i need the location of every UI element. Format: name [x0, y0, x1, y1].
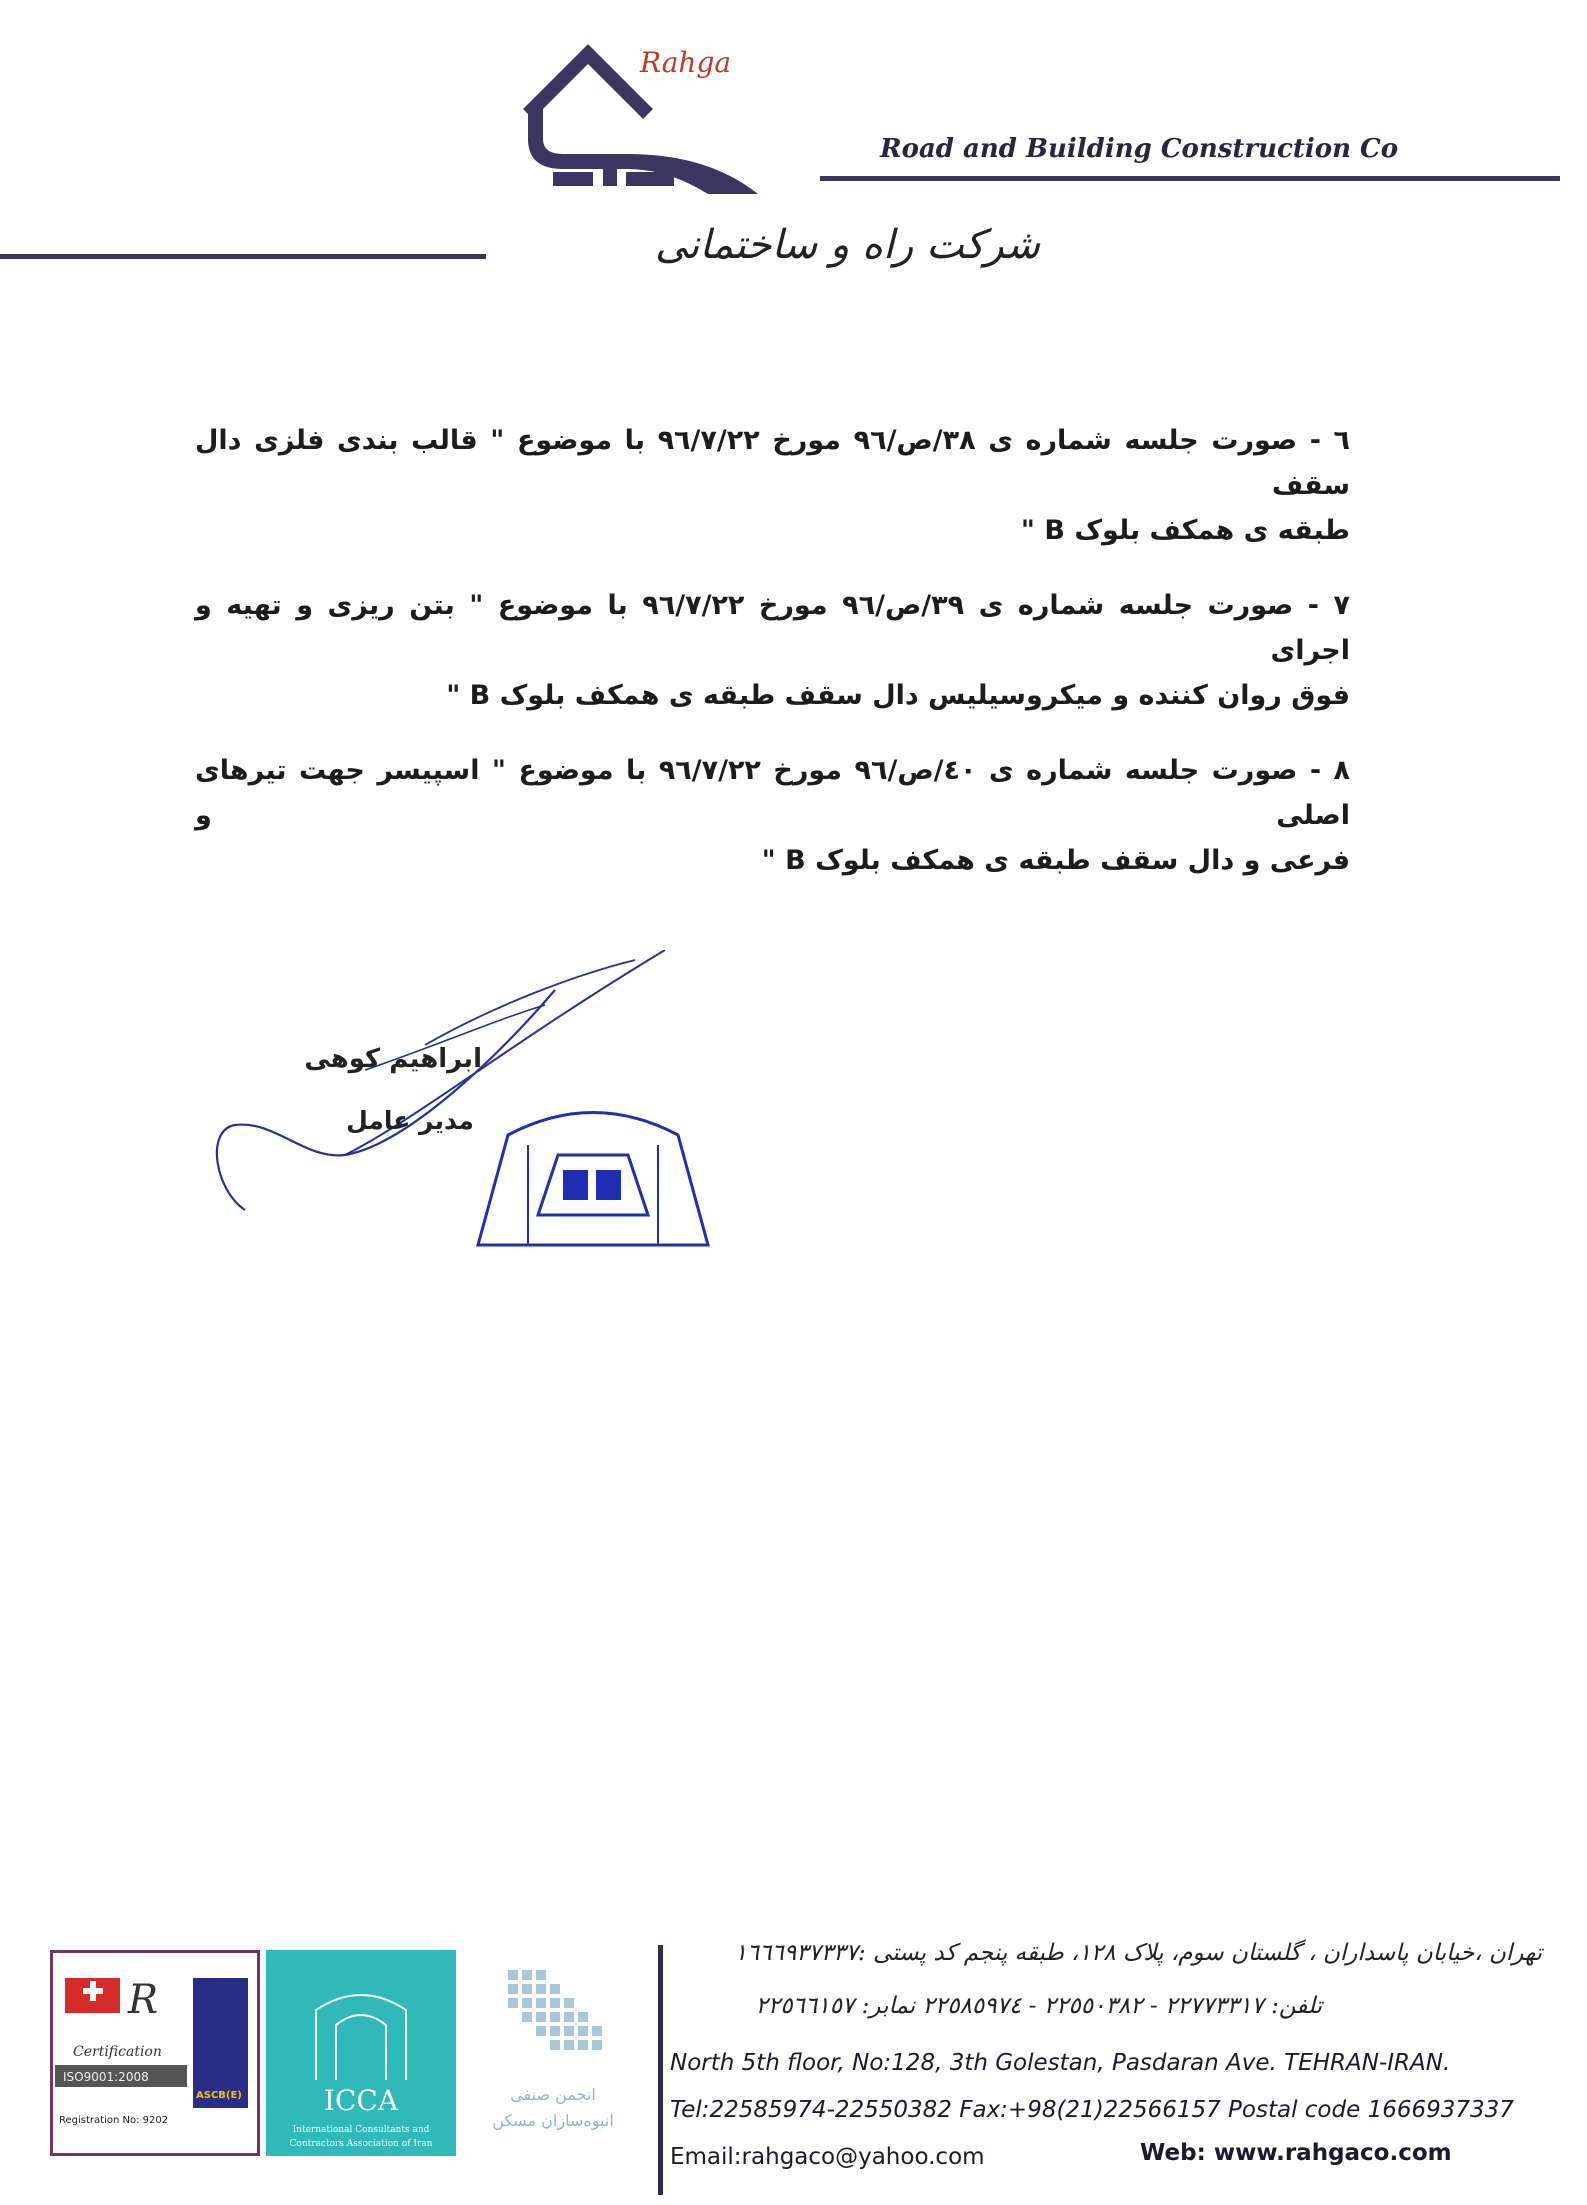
- icca-logo-icon: [266, 1950, 456, 2156]
- signer-name: ابراهیم کوهی: [304, 1044, 482, 1074]
- anjoman-badge: [478, 1950, 628, 2150]
- item-line: طبقه ی همکف بلوک B ": [1020, 515, 1350, 546]
- phone-fa: تلفن: ٢٢٧٧٣٣١٧ - ٢٢٥٥٠٣٨٢ - ٢٢٥٨٥٩٧٤ نمابر: ٢٢٥٦٦١٥٧: [755, 1993, 1322, 2019]
- address-fa: تهران ،خیابان پاسداران ، گلستان سوم، پلاک ١٢٨، طبقه پنجم کد پستی :١٦٦٦٩٣٧٣٣٧: [734, 1940, 1542, 1966]
- header-rule-right: [820, 176, 1560, 181]
- footer-divider: [658, 1945, 663, 2195]
- email-link[interactable]: Email:rahgaco@yahoo.com: [670, 2144, 985, 2170]
- svg-text:Contractors Association of Ira: Contractors Association of Iran: [289, 2139, 433, 2149]
- svg-text:انبوه‌سازان مسکن: انبوه‌سازان مسکن: [492, 2111, 614, 2130]
- list-item: [195, 583, 1350, 718]
- item-line: ٦ - صورت جلسه شماره ی ٣٨/ص/٩٦ مورخ ٩٦/٧/٢٢ با موضوع " قالب بندی فلزی دال سقف: [195, 425, 1350, 501]
- svg-text:ICCA: ICCA: [323, 2084, 399, 2117]
- svg-text:International Consultants and: International Consultants and: [292, 2125, 430, 2135]
- svg-text:ASCB(E): ASCB(E): [196, 2090, 242, 2101]
- list-item: [195, 748, 1350, 883]
- svg-text:انجمن صنفی: انجمن صنفی: [510, 2085, 596, 2104]
- list-item: [195, 418, 1350, 553]
- svg-text:Certification: Certification: [73, 2044, 162, 2060]
- company-name-fa: شرکت راه و ساختمانی: [654, 222, 1040, 268]
- svg-text:ISO9001:2008: ISO9001:2008: [63, 2070, 149, 2084]
- item-line: فرعی و دال سقف طبقه ی همکف بلوک B ": [761, 845, 1350, 876]
- website-link[interactable]: Web: www.rahgaco.com: [1140, 2140, 1452, 2166]
- item-line: ٨ - صورت جلسه شماره ی ٤٠/ص/٩٦ مورخ ٩٦/٧/٢٢ با موضوع " اسپیسر جهت تیرهای اصلی و: [195, 755, 1350, 831]
- svg-text:R: R: [128, 1977, 159, 2023]
- item-line: ٧ - صورت جلسه شماره ی ٣٩/ص/٩٦ مورخ ٩٦/٧/٢٢ با موضوع " بتن ریزی و تهیه و اجرای: [195, 590, 1350, 666]
- contact-en: Tel:22585974-22550382 Fax:+98(21)22566157 Postal code 1666937337: [670, 2097, 1514, 2123]
- fr-certification-badge: [50, 1950, 260, 2156]
- item-line: فوق روان کننده و میکروسیلیس دال سقف طبقه ی همکف بلوک B ": [446, 680, 1350, 711]
- anjoman-logo-icon: [478, 1950, 628, 2150]
- header-rule-left: [0, 254, 486, 259]
- document-body: [195, 418, 1350, 913]
- signer-title: مدیر عامل: [346, 1106, 474, 1135]
- company-name-en: Road and Building Construction Co: [880, 134, 1399, 164]
- fr-logo-icon: [53, 1953, 257, 2153]
- brand-name: Rahga: [640, 46, 732, 79]
- icca-badge: [266, 1950, 456, 2156]
- svg-text:Registration No: 9202: Registration No: 9202: [59, 2115, 169, 2126]
- company-stamp: [468, 1095, 718, 1255]
- address-en: North 5th floor, No:128, 3th Golestan, Pasdaran Ave. TEHRAN-IRAN.: [670, 2050, 1451, 2076]
